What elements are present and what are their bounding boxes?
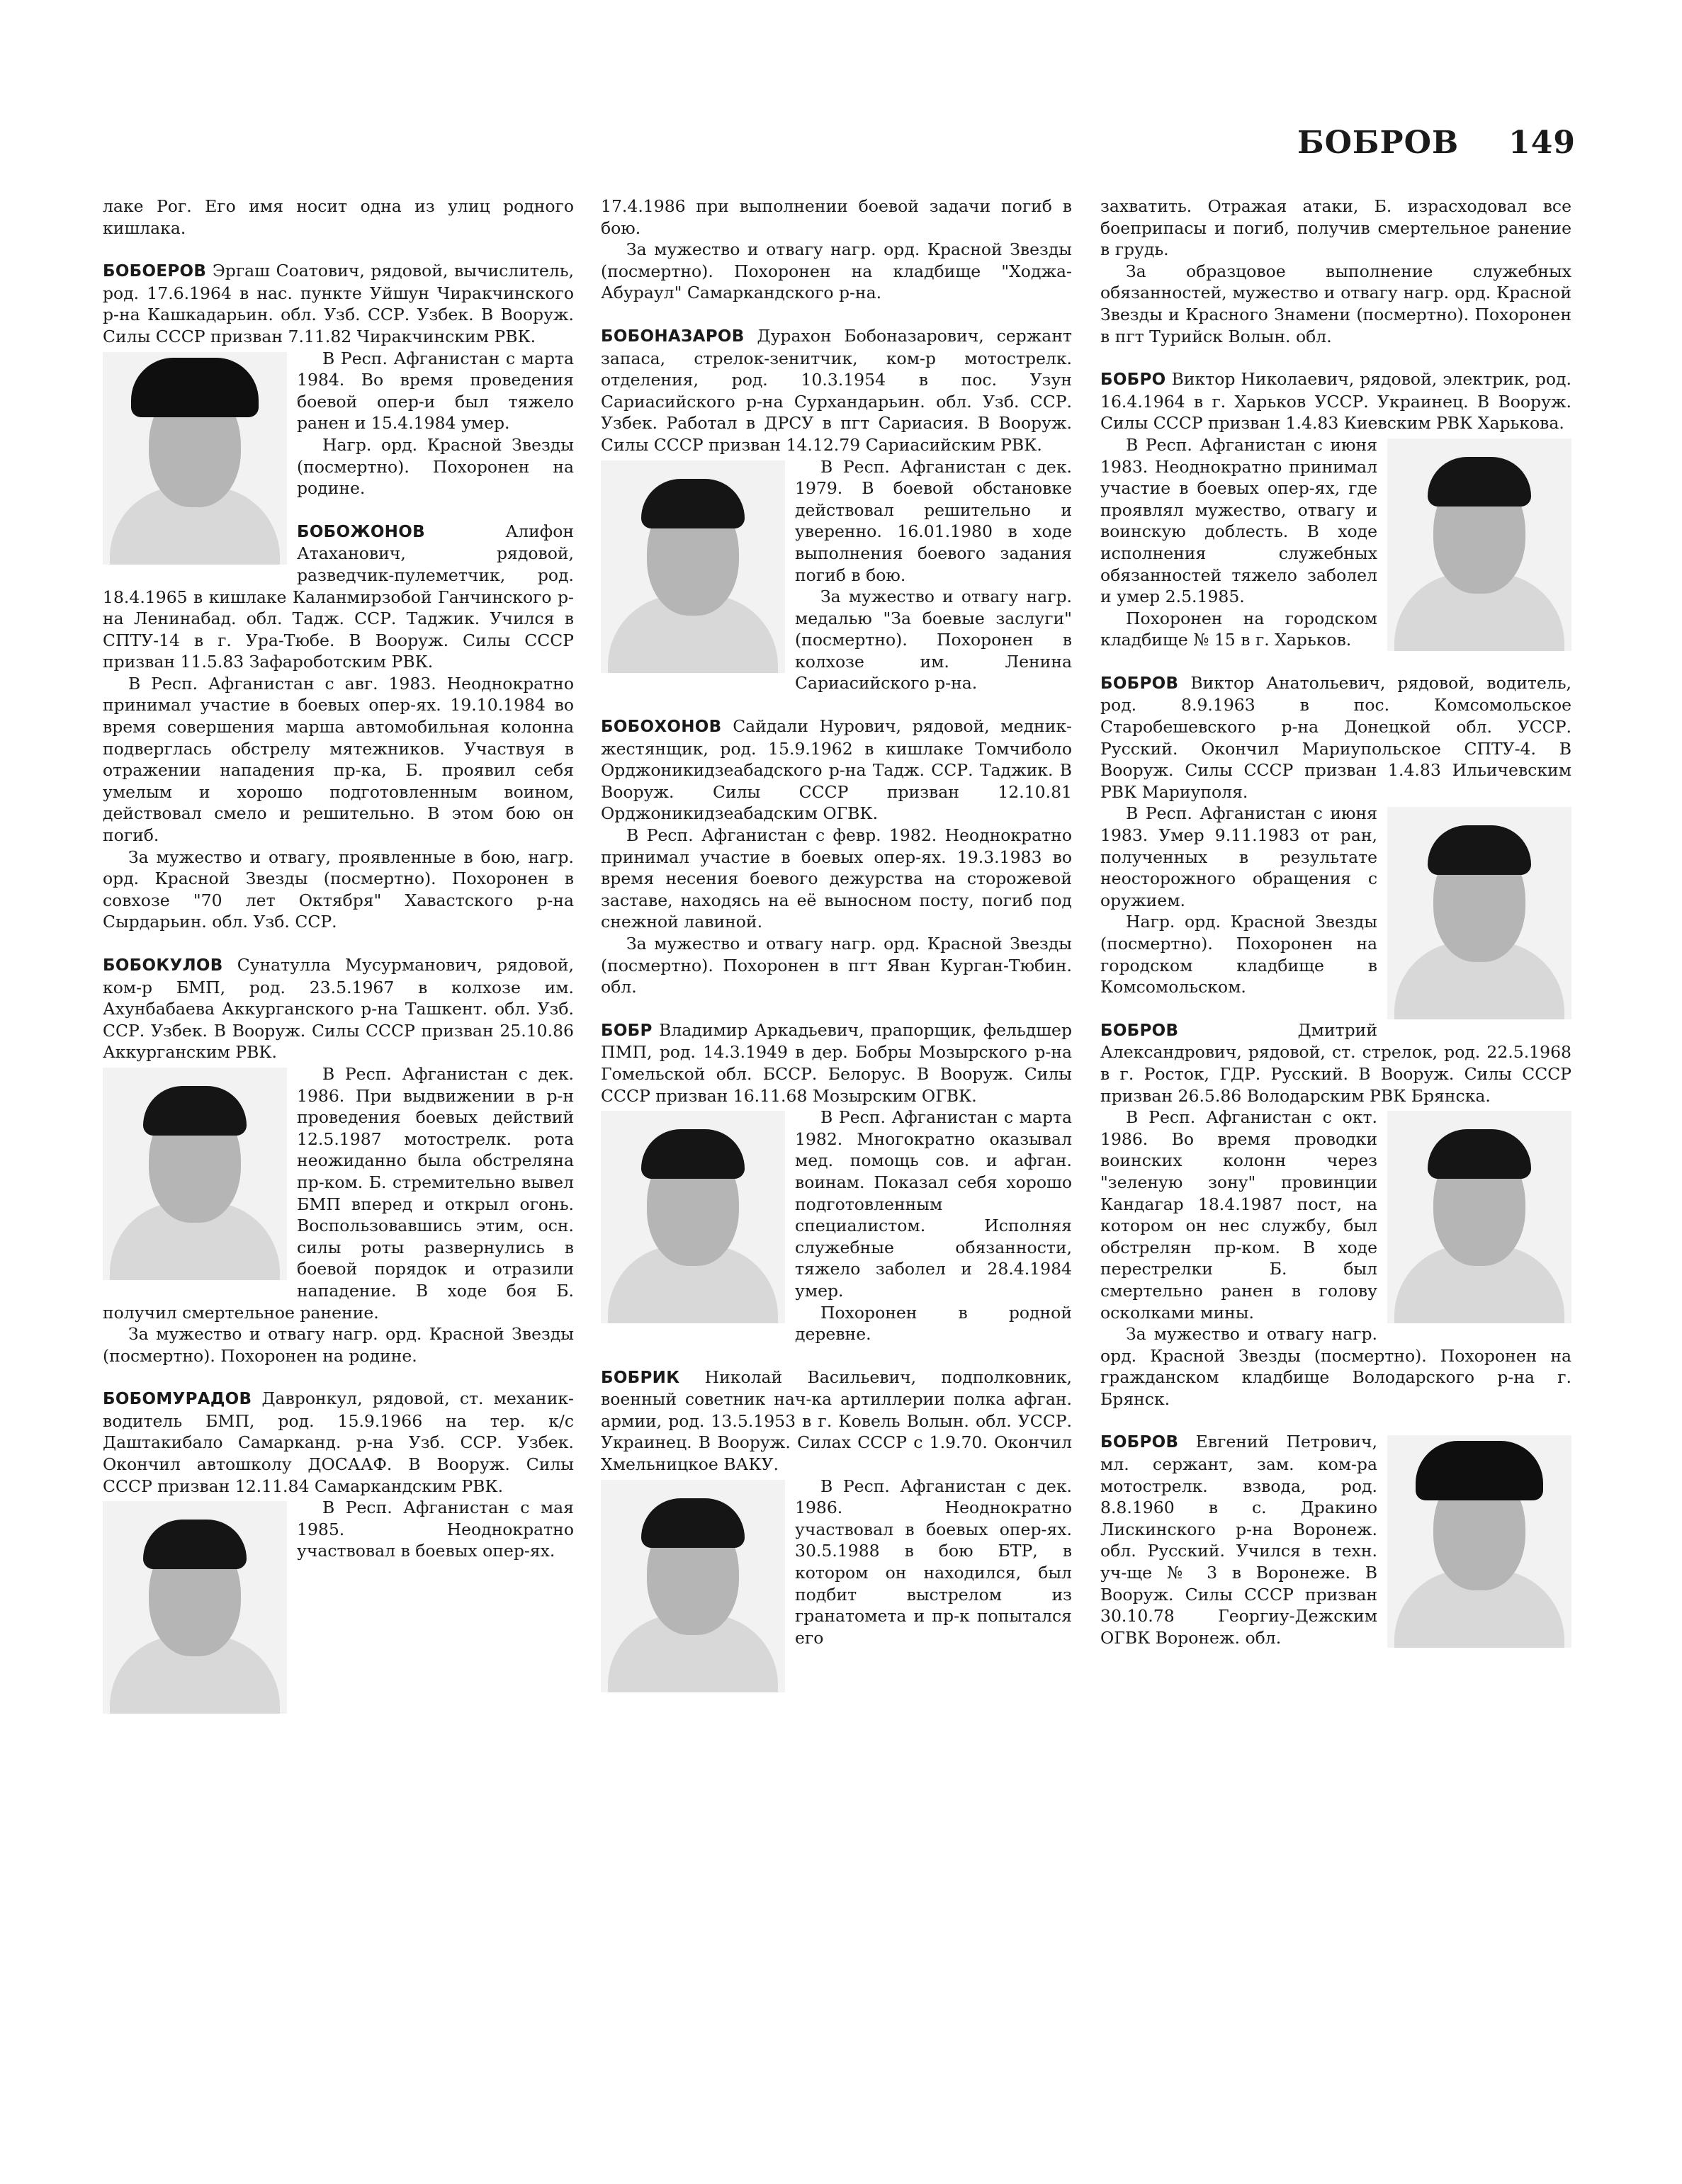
portrait-photo	[103, 1068, 287, 1280]
entry-bio: Владимир Аркадьевич, прапорщик, фельдшер ПМП, род. 14.3.1949 в дер. Бобры Мозырского р-на Гомельской обл. БССР. Белорус. В Вооруж. Силы СССР призван 16.11.68 Мозырским ОГВК.	[601, 1019, 1072, 1106]
entry-bio: Виктор Николаевич, рядовой, электрик, род. 16.4.1964 в г. Харьков УССР. Украинец. В Вооруж. Силы СССР призван 1.4.83 Киевским РВК Харькова.	[1100, 369, 1571, 434]
entry-burial: Похоронен в родной деревне.	[795, 1302, 1072, 1345]
entry-bio: Евгений Петрович, мл. сержант, зам. ком-ра мотострелк. взвода, род. 8.8.1960 в с. Дракино Лискинского р-на Воронеж. обл. Русский. Учился в техн. уч-ще № 3 в Воронеже. В Вооруж. Силы СССР призван 30.10.78 Георгиу-Дежским ОГВК Воронеж. обл.	[1100, 1432, 1377, 1648]
portrait-photo	[601, 460, 785, 673]
entry-text: захватить. Отражая атаки, Б. израсходовал все боеприпасы и погиб, получив смертельное ранение в грудь.	[1100, 196, 1571, 260]
entry-service: В Респ. Афганистан с марта 1982. Многократно оказывал мед. помощь сов. и афган. воинам. Показал себя хорошо подготовленным специалистом. Исполняя служебные обязанности, тяжело заболел и 28.4.1984 умер.	[795, 1107, 1072, 1301]
entry-name: БОБРОВ	[1100, 1433, 1179, 1452]
portrait-photo	[103, 352, 287, 565]
entry-service: В Респ. Афганистан с июня 1983. Умер 9.11.1983 от ран, полученных в результате неосторожного обращения с оружием.	[1100, 803, 1377, 910]
entry-bio: Давронкул, рядовой, ст. механик-водитель БМП, род. 15.9.1966 на тер. к/с Даштакибало Самарканд. р-на Узб. ССР. Узбек. Окончил автошколу ДОСААФ. В Вооруж. Силы СССР призван 12.11.84 Самаркандским РВК.	[103, 1388, 574, 1496]
entry-bobomuradov	[103, 1388, 574, 1562]
entry-bobr	[601, 1019, 1072, 1345]
portrait-photo	[103, 1501, 287, 1714]
entry-service: В Респ. Афганистан с дек. 1986. Неоднократно участвовал в боевых опер-ях. 30.5.1988 в бою БТР, в котором он находился, был подбит выстрелом из гранатомета и пр-к попытался его	[795, 1476, 1072, 1648]
entry-award: За мужество и отвагу нагр. орд. Красной Звезды (посмертно). Похоронен в пгт Яван Курган-Тюбин. обл.	[601, 934, 1072, 997]
entry-continuation	[1100, 196, 1571, 347]
entry-text: 17.4.1986 при выполнении боевой задачи погиб в бою.	[601, 196, 1072, 238]
portrait-photo	[1387, 1111, 1571, 1323]
entry-award: За мужество и отвагу нагр. орд. Красной Звезды (посмертно). Похоронен на родине.	[103, 1324, 574, 1366]
entry-bio: Дмитрий Александрович, рядовой, ст. стрелок, род. 22.5.1968 в г. Росток, ГДР. Русский. В Вооруж. Силы СССР призван 26.5.86 Володарским РВК Брянска.	[1100, 1019, 1571, 1106]
entry-bobokhonov	[601, 715, 1072, 998]
entry-name: БОБОНАЗАРОВ	[601, 327, 745, 346]
entry-bio: Виктор Анатольевич, рядовой, водитель, род. 8.9.1963 в пос. Комсомольское Старобешевского р-на Донецкой обл. УССР. Русский. Окончил Мариупольское СПТУ-4. В Вооруж. Силы СССР призван 1.4.83 Ильичевским РВК Мариуполя.	[1100, 672, 1571, 802]
portrait-photo	[1387, 1435, 1571, 1648]
entry-bio: Николай Васильевич, подполковник, военный советник нач-ка артиллерии полка афган. армии, род. 13.5.1953 в г. Ковель Волын. обл. УССР. Украинец. В Вооруж. Силах СССР с 1.9.70. Окончил Хмельницкое ВАКУ.	[601, 1367, 1072, 1475]
entry-bio: Дурахон Бобоназарович, сержант запаса, стрелок-зенитчик, ком-р мотострелк. отделения, род. 10.3.1954 в пос. Узун Сариасийского р-на Сурхандарьин. обл. Узб. ССР. Узбек. Работал в ДРСУ в пгт Сариасия. В Вооруж. Силы СССР призван 14.12.79 Сариасийским РВК.	[601, 325, 1072, 455]
portrait-photo	[601, 1111, 785, 1323]
portrait-photo	[601, 1480, 785, 1692]
entry-service: В Респ. Афганистан с февр. 1982. Неоднократно принимал участие в боевых опер-ях. 19.3.1983 во время несения боевого дежурства на сторожевой заставе, находясь на её выносном посту, погиб под снежной лавиной.	[601, 825, 1072, 932]
entry-service: В Респ. Афганистан с дек. 1986. При выдвижении в р-н проведения боевых действий 12.5.1987 мотострелк. рота неожиданно была обстреляна пр-ком. Б. стремительно вывел БМП вперед и открыл огонь. Воспользовавшись этим, осн. силы роты развернулись в боевой порядок и отразили нападение. В ходе боя Б. получил смертельное ранение.	[103, 1063, 574, 1323]
entry-award: За мужество и отвагу, проявленные в бою, нагр. орд. Красной Звезды (посмертно). Похоронен в совхозе "70 лет Октября" Хавастского р-на Сырдарьин. обл. Узб. ССР.	[103, 847, 574, 932]
entry-text: лаке Рог. Его имя носит одна из улиц родного кишлака.	[103, 196, 574, 238]
entry-service: В Респ. Афганистан с дек. 1979. В боевой обстановке действовал решительно и уверенно. 16.01.1980 в ходе выполнения боевого задания погиб в бою.	[795, 456, 1072, 585]
entry-bio: Сайдали Нурович, рядовой, медник-жестянщик, род. 15.9.1962 в кишлаке Томчиболо Орджоникидзеабадского р-на Тадж. ССР. Таджик. В Вооруж. Силы СССР призван 12.10.81 Орджоникидзеабадским ОГВК.	[601, 716, 1072, 824]
entry-bobrov-evgeniy	[1100, 1431, 1571, 1648]
column-3	[1100, 196, 1571, 1670]
entry-service: В Респ. Афганистан с мая 1985. Неоднократно участвовал в боевых опер-ях.	[297, 1498, 574, 1561]
page-number: 149	[1508, 125, 1576, 161]
entry-name: БОБРО	[1100, 370, 1166, 390]
entry-bobonazarov	[601, 325, 1072, 694]
entry-name: БОБРИК	[601, 1368, 680, 1387]
entry-name: БОБОКУЛОВ	[103, 956, 223, 975]
entry-burial: Похоронен на городском кладбище № 15 в г. Харьков.	[1100, 608, 1377, 650]
entry-service: В Респ. Афганистан с окт. 1986. Во время проводки воинских колонн через "зеленую зону" провинции Кандагар 18.4.1987 пост, на котором он нес службу, был обстрелян пр-ком. В ходе перестрелки Б. был смертельно ранен в голову осколками мины.	[1100, 1107, 1377, 1323]
entry-name: БОБРОВ	[1100, 1021, 1179, 1040]
entry-award: За мужество и отвагу нагр. орд. Красной Звезды (посмертно). Похоронен на гражданском кладбище Володарского р-на г. Брянск.	[1100, 1324, 1571, 1409]
entry-name: БОБОХОНОВ	[601, 718, 722, 737]
entry-continuation	[601, 196, 1072, 304]
entry-name: БОБОЖОНОВ	[297, 522, 425, 541]
portrait-photo	[1387, 439, 1571, 651]
entry-bobrik	[601, 1367, 1072, 1649]
entry-continuation	[103, 196, 574, 239]
entry-bobro	[1100, 368, 1571, 651]
entry-bio: Сунатулла Мусурманович, рядовой, ком-р БМП, род. 23.5.1967 в колхозе им. Ахунбабаева Аккурганского р-на Ташкент. обл. Узб. ССР. Узбек. В Вооруж. Силы СССР призван 25.10.86 Аккурганским РВК.	[103, 955, 574, 1063]
entry-name: БОБРОВ	[1100, 674, 1179, 693]
entry-name: БОБР	[601, 1021, 653, 1040]
entry-award: За образцовое выполнение служебных обязанностей, мужество и отвагу нагр. орд. Красной Звезды и Красного Знамени (посмертно). Похоронен в пгт Турийск Волын. обл.	[1100, 261, 1571, 346]
entry-award: Нагр. орд. Красной Звезды (посмертно). Похоронен на родине.	[297, 434, 574, 499]
entry-award: За мужество и отвагу нагр. орд. Красной Звезды (посмертно). Похоронен на кладбище "Ходжа-Абураул" Самаркандского р-на.	[601, 239, 1072, 303]
entry-service: В Респ. Афганистан с авг. 1983. Неоднократно принимал участие в боевых опер-ях. 19.10.1984 во время совершения марша автомобильная колонна подверглась обстрелу мятежников. Участвуя в отражении нападения пр-ка, Б. проявил себя умелым и хорошо подготовленным воином, действовал смело и решительно. В этом бою он погиб.	[103, 673, 574, 846]
entry-bobozhonov	[103, 521, 574, 933]
entry-award: Нагр. орд. Красной Звезды (посмертно). Похоронен на городском кладбище в Комсомольском.	[1100, 912, 1377, 997]
entry-boboerov	[103, 260, 574, 499]
entry-service: В Респ. Афганистан с июня 1983. Неоднократно принимал участие в боевых опер-ях, где проявлял мужество, отвагу и воинскую доблесть. В ходе исполнения служебных обязанностей тяжело заболел и умер 2.5.1985.	[1100, 434, 1377, 607]
running-header	[1297, 125, 1576, 161]
entry-name: БОБОМУРАДОВ	[103, 1390, 252, 1409]
column-2	[601, 196, 1072, 1697]
entry-bio: Эргаш Соатович, рядовой, вычислитель, род. 17.6.1964 в нас. пункте Уйшун Чиракчинского р-на Кашкадарьин. обл. Узб. ССР. Узбек. В Вооруж. Силы СССР призван 7.11.82 Чиракчинским РВК.	[103, 261, 574, 346]
entry-bobrov-dmitriy	[1100, 1019, 1571, 1410]
entry-service: В Респ. Афганистан с марта 1984. Во время проведения боевой опер-и был тяжело ранен и 15.4.1984 умер.	[297, 348, 574, 434]
column-1	[103, 196, 574, 1718]
header-title: БОБРОВ	[1297, 125, 1460, 161]
entry-bobokulov	[103, 954, 574, 1367]
entry-name: БОБОЕРОВ	[103, 262, 207, 281]
portrait-photo	[1387, 807, 1571, 1019]
entry-bio: Алифон Атаханович, рядовой, разведчик-пулеметчик, род. 18.4.1965 в кишлаке Каланмирзобой Ганчинского р-на Ленинабад. обл. Тадж. ССР. Таджик. Учился в СПТУ-14 в г. Ура-Тюбе. В Вооруж. Силы СССР призван 11.5.83 Зафароботским РВК.	[103, 521, 574, 672]
entry-award: За мужество и отвагу нагр. медалью "За боевые заслуги" (посмертно). Похоронен в колхозе им. Ленина Сариасийского р-на.	[795, 587, 1072, 694]
entry-bobrov-viktor	[1100, 672, 1571, 998]
